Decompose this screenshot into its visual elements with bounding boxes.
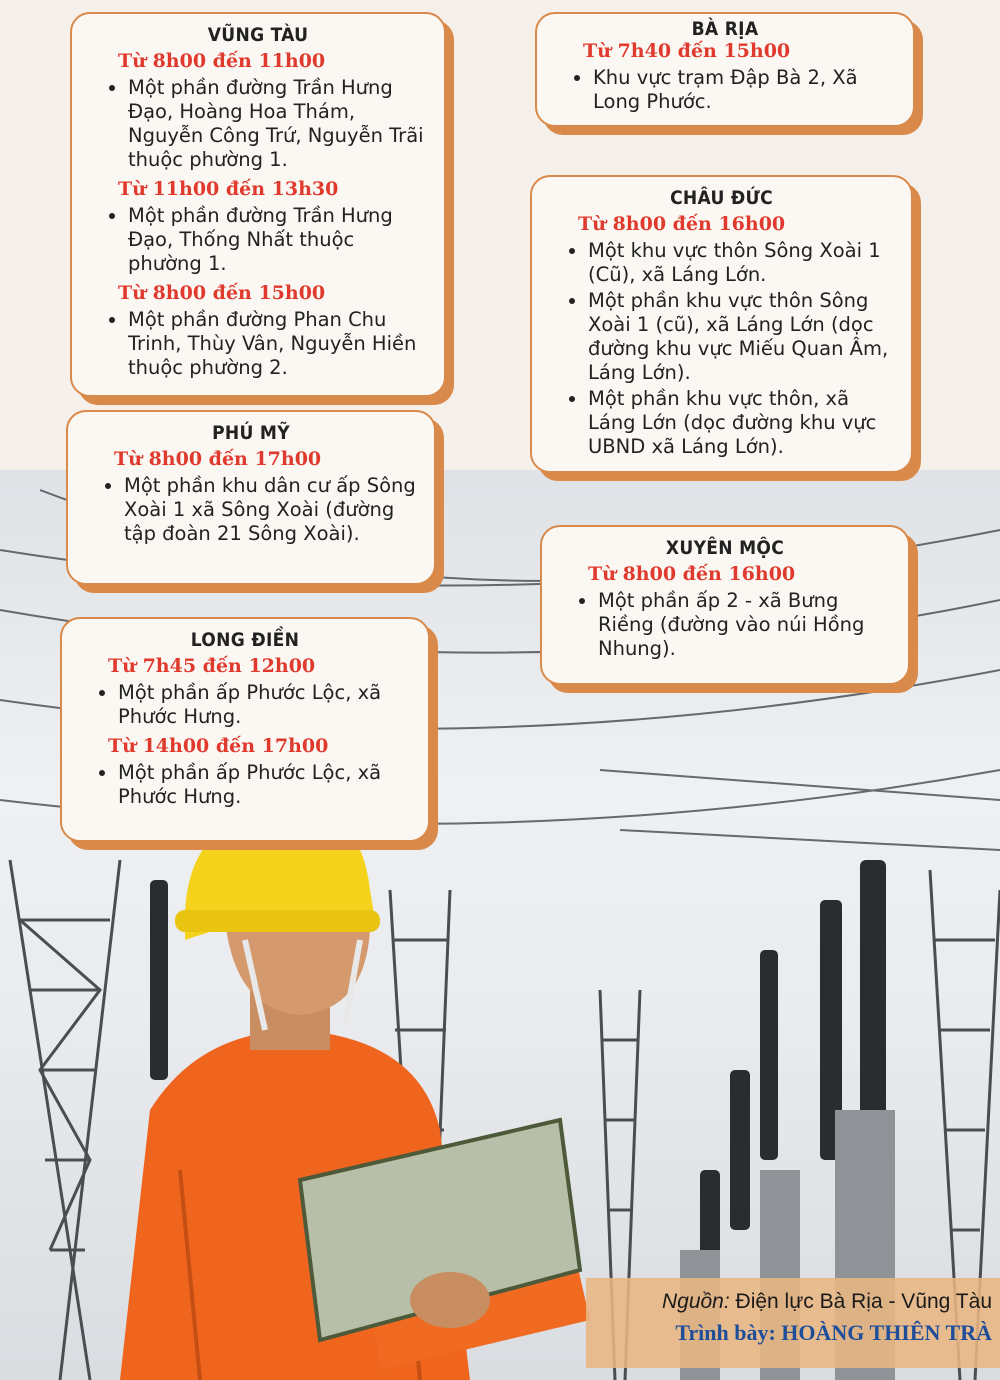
card-title: CHÂU ĐỨC	[670, 187, 773, 209]
source-label: Nguồn:	[661, 1290, 730, 1313]
location-item: • Một phần ấp Phước Lộc, xã Phước Hưng.	[118, 681, 412, 729]
card-title: LONG ĐIỀN	[190, 629, 300, 651]
location-item: • Một phần khu vực thôn Sông Xoài 1 (cũ), xã Láng Lớn (dọc đường khu vực Miếu Quan Âm, Láng Lớn).	[588, 289, 895, 385]
card-title: XUYÊN MỘC	[665, 537, 785, 559]
location-list	[553, 66, 897, 114]
location-list	[84, 474, 418, 546]
location-item: • Một phần đường Trần Hưng Đạo, Hoàng Hoa Thám, Nguyễn Công Trứ, Nguyễn Trãi thuộc phường 1.	[128, 76, 428, 172]
card-ba-ria	[535, 12, 915, 127]
time-slot: Từ 14h00 đến 17h00	[108, 735, 329, 757]
card-xuyen-moc	[540, 525, 910, 685]
time-slot: Từ 8h00 đến 16h00	[588, 563, 796, 585]
card-title: PHÚ MỸ	[212, 422, 290, 444]
location-list	[78, 761, 412, 809]
location-list	[558, 589, 892, 661]
card-title: VŨNG TÀU	[207, 24, 309, 46]
location-item: • Một phần khu dân cư ấp Sông Xoài 1 xã Sông Xoài (đường tập đoàn 21 Sông Xoài).	[124, 474, 418, 546]
location-list	[78, 681, 412, 729]
location-item: • Một khu vực thôn Sông Xoài 1 (Cũ), xã Láng Lớn.	[588, 239, 895, 287]
location-list	[548, 239, 895, 459]
location-item: • Một phần ấp 2 - xã Bưng Riềng (đường vào núi Hồng Nhung).	[598, 589, 892, 661]
time-slot: Từ 11h00 đến 13h30	[118, 178, 339, 200]
time-slot: Từ 7h40 đến 15h00	[583, 40, 791, 62]
location-list	[88, 204, 428, 276]
time-slot: Từ 7h45 đến 12h00	[108, 655, 316, 677]
location-item: • Một phần khu vực thôn, xã Láng Lớn (dọc đường khu vực UBND xã Láng Lớn).	[588, 387, 895, 459]
card-chau-duc	[530, 175, 913, 473]
location-item: • Một phần đường Phan Chu Trinh, Thùy Vân, Nguyễn Hiền thuộc phường 2.	[128, 308, 428, 380]
time-slot: Từ 8h00 đến 15h00	[118, 282, 326, 304]
location-list	[88, 76, 428, 172]
card-long-dien	[60, 617, 430, 842]
card-phu-my	[66, 410, 436, 585]
location-item: • Khu vực trạm Đập Bà 2, Xã Long Phước.	[593, 66, 897, 114]
location-item: • Một phần đường Trần Hưng Đạo, Thống Nhất thuộc phường 1.	[128, 204, 428, 276]
credit-source	[594, 1290, 992, 1314]
card-vung-tau	[70, 12, 446, 397]
source-value: Điện lực Bà Rịa - Vũng Tàu	[735, 1290, 992, 1313]
time-slot: Từ 8h00 đến 16h00	[578, 213, 786, 235]
location-list	[88, 308, 428, 380]
credit-design: Trình bày: HOÀNG THIÊN TRÀ	[675, 1320, 992, 1345]
location-item: • Một phần ấp Phước Lộc, xã Phước Hưng.	[118, 761, 412, 809]
card-title: BÀ RỊA	[691, 18, 759, 40]
time-slot: Từ 8h00 đến 17h00	[114, 448, 322, 470]
time-slot: Từ 8h00 đến 11h00	[118, 50, 326, 72]
credit-box	[586, 1278, 1000, 1368]
